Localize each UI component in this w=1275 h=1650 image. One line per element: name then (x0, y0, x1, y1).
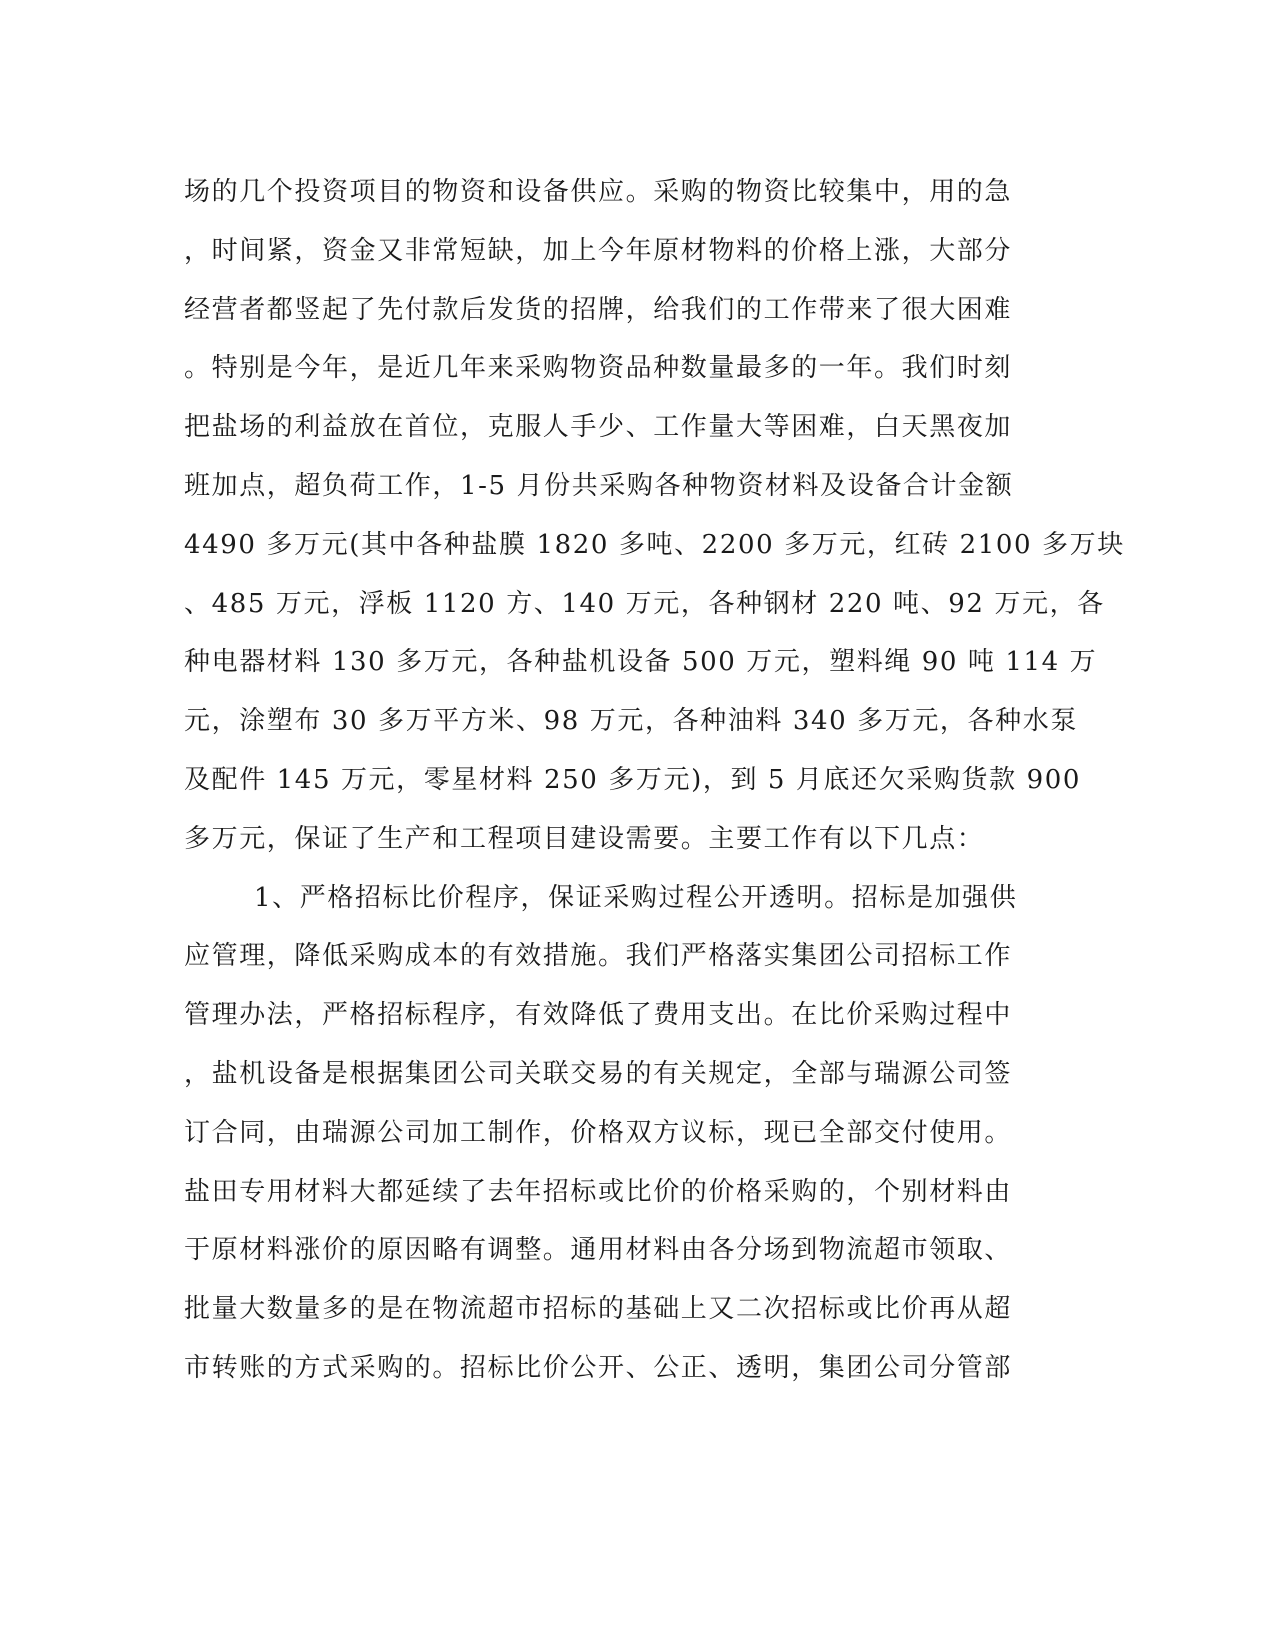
text-line: 种电器材料 130 多万元，各种盐机设备 500 万元，塑料绳 90 吨 114 万 (184, 647, 1098, 678)
body-text (184, 163, 1125, 1398)
text-line: ，盐机设备是根据集团公司关联交易的有关规定，全部与瑞源公司签 (184, 1058, 1013, 1089)
text-line: 应管理，降低采购成本的有效措施。我们严格落实集团公司招标工作 (184, 941, 1013, 972)
text-line: 。特别是今年，是近几年来采购物资品种数量最多的一年。我们时刻 (184, 353, 1013, 384)
text-line: 于原材料涨价的原因略有调整。通用材料由各分场到物流超市领取、 (184, 1235, 1013, 1266)
text-line: 元，涂塑布 30 多万平方米、98 万元，各种油料 340 多万元，各种水泵 (184, 706, 1078, 737)
text-line: 多万元，保证了生产和工程项目建设需要。主要工作有以下几点： (184, 823, 985, 854)
text-line: 盐田专用材料大都延续了去年招标或比价的价格采购的，个别材料由 (184, 1176, 1013, 1207)
text-line: 经营者都竖起了先付款后发货的招牌，给我们的工作带来了很大困难 (184, 294, 1013, 325)
text-line: 把盐场的利益放在首位，克服人手少、工作量大等困难，白天黑夜加 (184, 412, 1013, 443)
text-line: 4490 多万元(其中各种盐膜 1820 多吨、2200 多万元，红砖 2100 多万块 (184, 529, 1125, 560)
text-line: ，时间紧，资金又非常短缺，加上今年原材物料的价格上涨，大部分 (184, 235, 1013, 266)
text-line: 及配件 145 万元，零星材料 250 多万元)，到 5 月底还欠采购货款 900 (184, 764, 1082, 795)
paragraph-start-line: 1、严格招标比价程序，保证采购过程公开透明。招标是加强供 (254, 882, 1018, 913)
text-line: 订合同，由瑞源公司加工制作，价格双方议标，现已全部交付使用。 (184, 1117, 1013, 1148)
text-line: 批量大数量多的是在物流超市招标的基础上又二次招标或比价再从超 (184, 1294, 1013, 1325)
text-line: 场的几个投资项目的物资和设备供应。采购的物资比较集中，用的急 (184, 177, 1013, 207)
text-line: 市转账的方式采购的。招标比价公开、公正、透明，集团公司分管部 (184, 1352, 1013, 1383)
text-line: 、485 万元，浮板 1120 方、140 万元，各种钢材 220 吨、92 万元，各 (184, 588, 1105, 619)
text-line: 管理办法，严格招标程序，有效降低了费用支出。在比价采购过程中 (184, 1000, 1013, 1031)
text-line: 班加点，超负荷工作，1-5 月份共采购各种物资材料及设备合计金额 (184, 470, 1014, 501)
